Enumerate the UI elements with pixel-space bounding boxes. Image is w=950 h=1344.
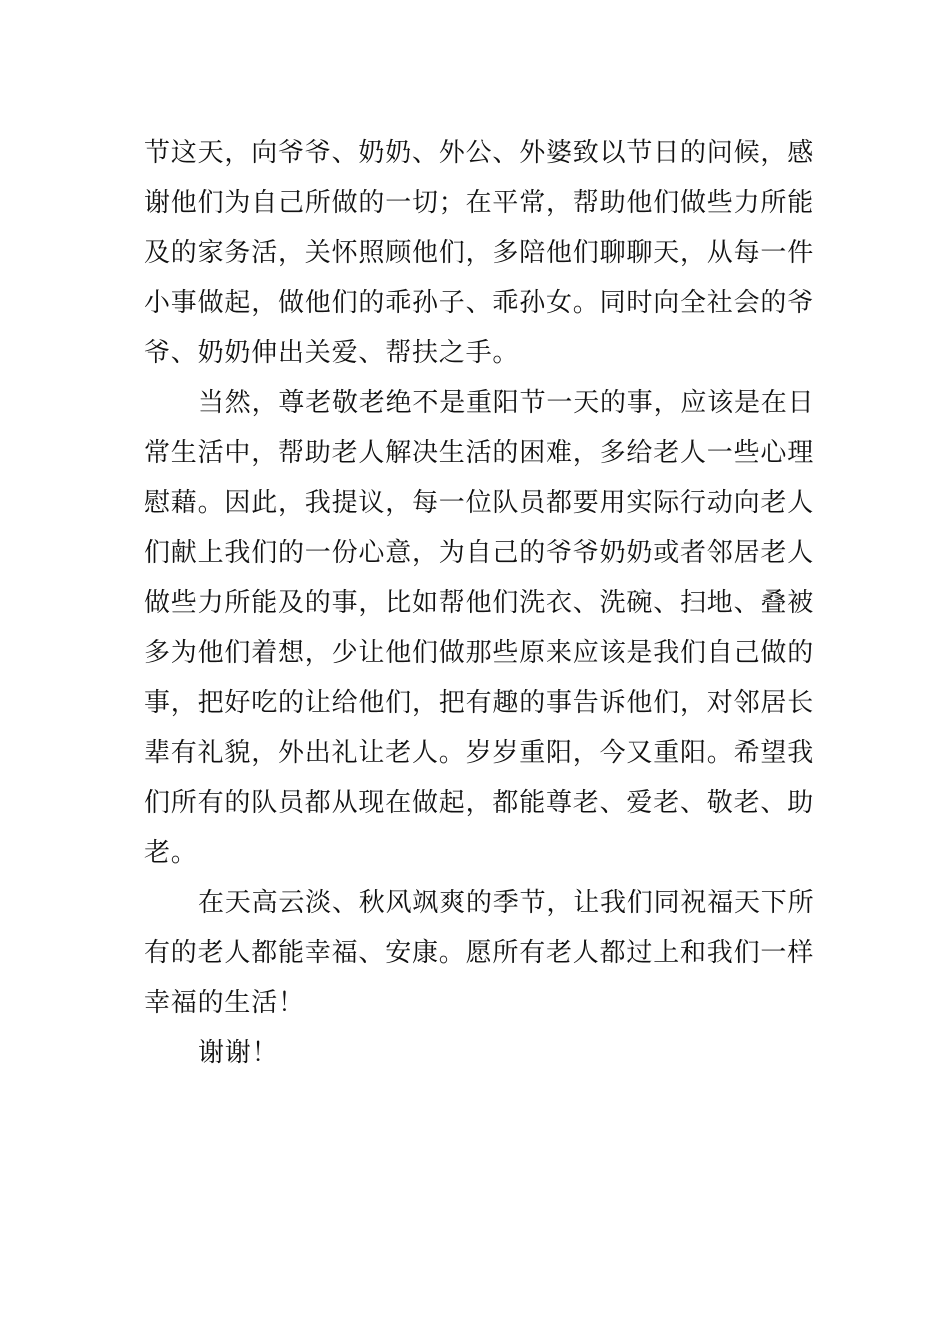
text-line: 在天高云淡、秋风飒爽的季节，让我们同祝福天下所 — [198, 888, 815, 918]
paragraph-4 — [144, 1028, 811, 1078]
text-line: 常生活中，帮助老人解决生活的困难，多给老人一些心理 — [144, 438, 815, 468]
text-line: 有的老人都能幸福、安康。愿所有老人都过上和我们一样 — [144, 938, 815, 968]
text-line: 谢他们为自己所做的一切；在平常，帮助他们做些力所能 — [144, 188, 815, 218]
text-line: 老。 — [144, 838, 198, 868]
paragraph-1 — [144, 128, 815, 378]
text-line: 爷、奶奶伸出关爱、帮扶之手。 — [144, 338, 520, 368]
text-line: 辈有礼貌，外出礼让老人。岁岁重阳，今又重阳。希望我 — [144, 738, 815, 768]
text-line: 当然，尊老敬老绝不是重阳节一天的事，应该是在日 — [198, 388, 815, 418]
text-line: 幸福的生活！ — [144, 988, 305, 1018]
document-body — [144, 128, 815, 1078]
text-line: 慰藉。因此，我提议，每一位队员都要用实际行动向老人 — [144, 488, 815, 518]
text-line: 谢谢！ — [198, 1038, 279, 1068]
text-line: 事，把好吃的让给他们，把有趣的事告诉他们，对邻居长 — [144, 688, 815, 718]
text-line: 们所有的队员都从现在做起，都能尊老、爱老、敬老、助 — [144, 788, 815, 818]
paragraph-3 — [144, 878, 815, 1028]
text-line: 们献上我们的一份心意，为自己的爷爷奶奶或者邻居老人 — [144, 538, 815, 568]
text-line: 及的家务活，关怀照顾他们，多陪他们聊聊天，从每一件 — [144, 238, 815, 268]
text-line: 多为他们着想，少让他们做那些原来应该是我们自己做的 — [144, 638, 815, 668]
text-line: 小事做起，做他们的乖孙子、乖孙女。同时向全社会的爷 — [144, 288, 815, 318]
text-line: 做些力所能及的事，比如帮他们洗衣、洗碗、扫地、叠被 — [144, 588, 815, 618]
text-line: 节这天，向爷爷、奶奶、外公、外婆致以节日的问候，感 — [144, 138, 815, 168]
paragraph-2 — [144, 378, 815, 878]
